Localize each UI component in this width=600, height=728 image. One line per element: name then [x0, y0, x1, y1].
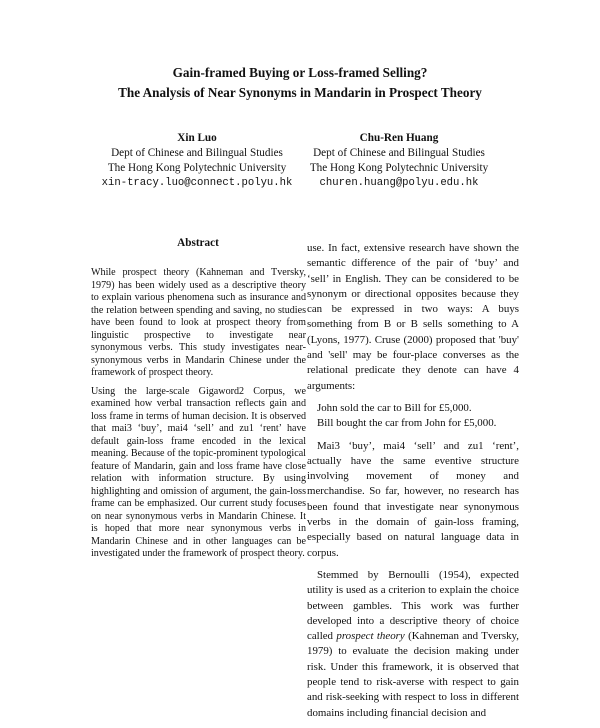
author-dept: Dept of Chinese and Bilingual Studies [111, 147, 283, 159]
author-block-1 [88, 131, 306, 191]
example-sentence-2: Bill bought the car from John for £5,000. [317, 417, 497, 430]
author-name: Chu-Ren Huang [359, 132, 439, 144]
author-email[interactable]: churen.huang@polyu.edu.hk [319, 177, 479, 189]
author-affiliation: The Hong Kong Polytechnic University [309, 162, 489, 174]
abstract-paragraph-1: While prospect theory (Kahneman and Tversky, 1979) has been widely used as a descriptive theory to explain various phenomena such as insurance and the relation between spending and saving, no studies have been found to look at prospect theory from linguistic prospective to investigate near synonymous verbs. This study investigates near-synonymous verbs in Mandarin Chinese under the framework of prospect theory. [91, 267, 306, 378]
body-paragraph-1: use. In fact, extensive research have shown the semantic difference of the pair of ‘buy’ and ‘sell’ in English. They can be considered to be synonym or directional opposites because they can be expressed in two ways: A buys something from B or B sells something to A (Lyons, 1977). Cruse (2000) proposed that 'buy' and 'sell' may be four-place converses as the relational predicate they denote can have 4 arguments: [307, 242, 519, 392]
author-dept: Dept of Chinese and Bilingual Studies [313, 147, 485, 159]
body-paragraph-3-text-a: Stemmed by Bernoulli (1954), expected utility is used as a criterion to explain the choice between gambles. This work was further developed into a descriptive theory of choice called [307, 568, 519, 643]
body-column [307, 241, 519, 728]
author-affiliation: The Hong Kong Polytechnic University [107, 162, 287, 174]
paper-title-line-1: Gain-framed Buying or Loss-framed Selling? [172, 65, 428, 80]
body-paragraph-3 [307, 568, 519, 721]
paper-title-line-2: The Analysis of Near Synonyms in Mandarin in Prospect Theory [118, 85, 482, 100]
abstract-heading: Abstract [177, 237, 219, 249]
example-sentences [317, 401, 519, 432]
abstract-paragraph-2: Using the large-scale Gigaword2 Corpus, we examined how verbal transaction reflects gain and loss frame in terms of human decision. It is observed that mai3 ‘buy’, mai4 ‘sell’ and zu1 ‘rent’ have default gain-loss frame encoded in the lexical meaning. Because of the topic-prominent typological feature of Mandarin, gain and loss frame have close relation with information structure. By using highlighting and omission of argument, the gain-loss frame can be emphasized. Our current study focuses on near synonymous verbs in Mandarin Chinese. It is hoped that more near synonymous verbs in Mandarin Chinese and in other languages can be investigated under the framework of prospect theory. [91, 385, 306, 559]
author-name: Xin Luo [177, 132, 217, 144]
body-paragraph-3-text-b: (Kahneman and Tversky, 1979) to evaluate the decision making under risk. Under this framework, it is observed that people tend to risk-averse with respect to gain and risk-seeking with respect to loss in different domains including financial decision and [307, 630, 519, 719]
body-paragraph-2: Mai3 ‘buy’, mai4 ‘sell’ and zu1 ‘rent’, actually have the same eventive structure involving movement of money and merchandise. So far, however, no research has been found that investigate near synonymous verbs in the domain of gain-loss framing, especially based on natural language data in corpus. [307, 439, 519, 559]
example-sentence-1: John sold the car to Bill for £5,000. [317, 401, 472, 414]
author-block-2 [300, 131, 498, 191]
abstract-column [91, 267, 306, 567]
prospect-theory-term: prospect theory [336, 630, 405, 643]
author-email[interactable]: xin-tracy.luo@connect.polyu.hk [101, 177, 293, 189]
